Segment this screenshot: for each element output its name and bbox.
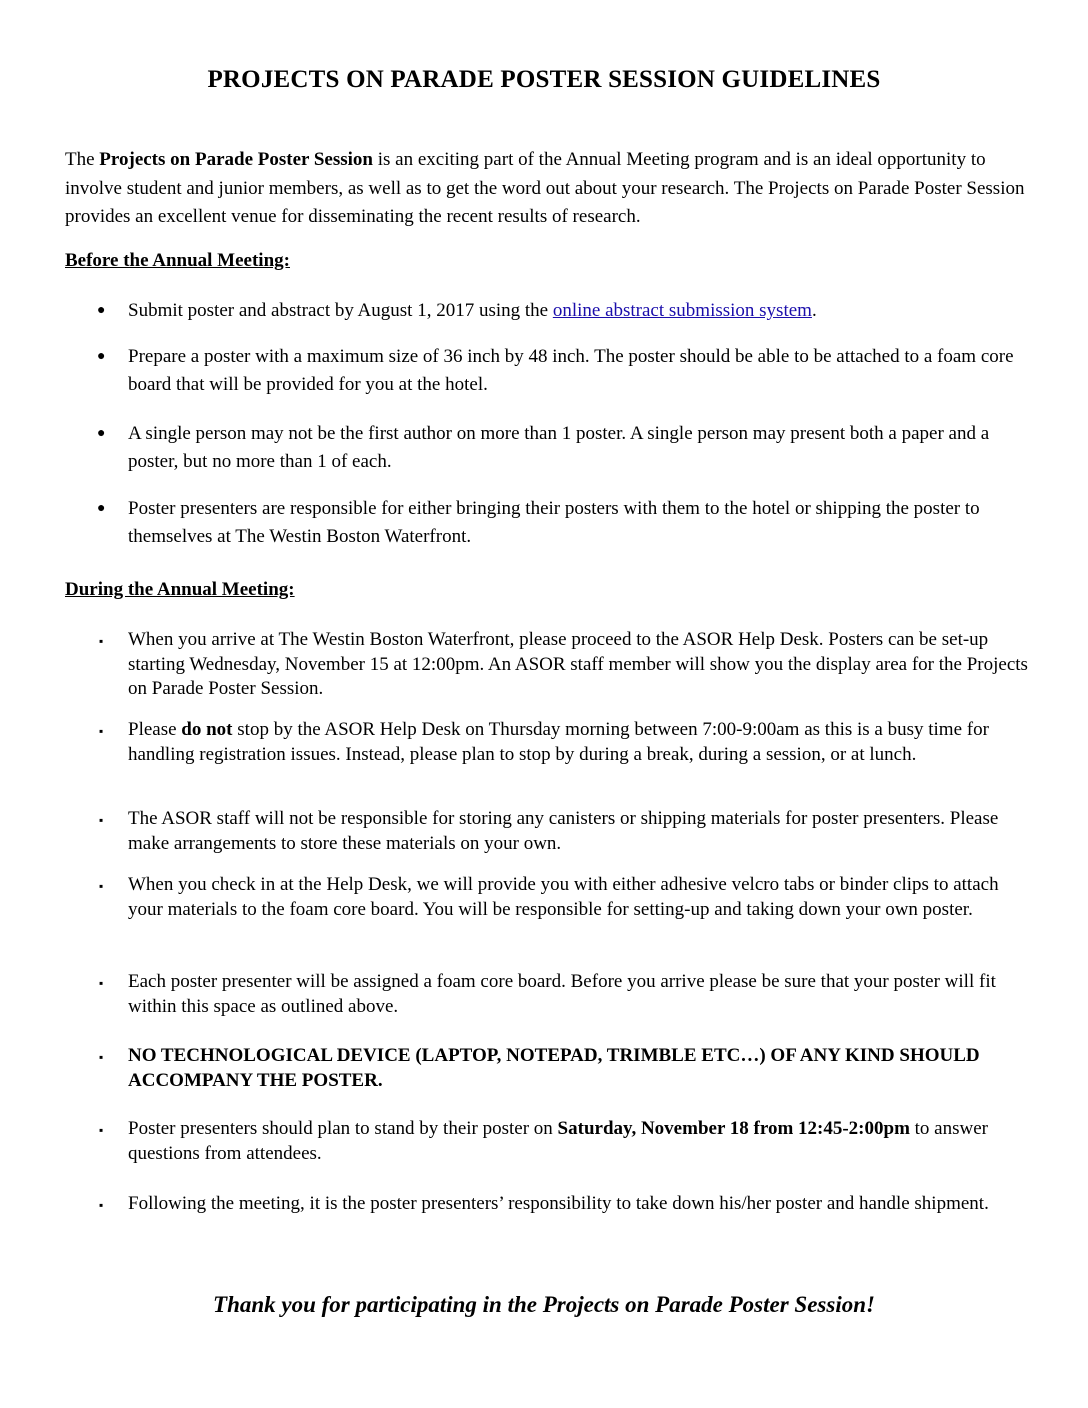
before-item-3-text: A single person may not be the first author on more than 1 poster. A single person may present both a paper and a poster, but no more than 1 of each. [128,423,990,472]
square-bullet-marker: ▪ [99,1050,104,1064]
during-item-1-text: When you arrive at The Westin Boston Waterfront, please proceed to the ASOR Help Desk. Posters can be set-up starting Wednesday, November 15 at 12:00pm. An ASOR staff member will show you the display area for the Projects on Parade Poster Session. [128,629,1028,699]
during-item-5-text: Each poster presenter will be assigned a foam core board. Before you arrive please be sure that your poster will fit within this space as outlined above. [128,971,996,1017]
intro-text-rest: is an exciting part of the Annual Meeting program and is an ideal opportunity to involve student and junior members, as well as to get the word out about your research. The Projects on Parade Poster Session provides an excellent venue for disseminating the recent results of research. [65,149,1025,227]
before-item-submit [97,297,1033,325]
during-item-2-emphasis: do not [181,719,233,740]
intro-text-start: The [65,149,100,170]
during-item-no-devices [99,1044,1033,1093]
before-item-shipping [97,495,1033,551]
during-item-storage [99,807,1033,856]
before-item-1-text: Submit poster and abstract by August 1, 2017 using the [128,300,553,321]
during-item-foam-board [99,970,1033,1019]
bullet-marker: ● [97,501,106,516]
before-item-2-text: Prepare a poster with a maximum size of 36 inch by 48 inch. The poster should be able to be attached to a foam core board that will be provided for you at the hotel. [128,346,1014,395]
square-bullet-marker: ▪ [99,879,104,893]
during-item-help-desk-hours [99,718,1033,767]
bullet-marker: ● [97,426,106,441]
during-item-check-in [99,873,1033,922]
during-item-4-text: When you check in at the Help Desk, we will provide you with either adhesive velcro tabs or binder clips to attach your materials to the foam core board. You will be responsible for setting-up and taking down your own poster. [128,874,999,920]
before-item-1-end: . [811,300,817,321]
during-item-arrival [99,628,1033,702]
during-item-6-text: NO TECHNOLOGICAL DEVICE (LAPTOP, NOTEPAD, TRIMBLE ETC…) OF ANY KIND SHOULD ACCOMPANY THE POSTER. [128,1045,980,1091]
during-meeting-heading: During the Annual Meeting: [65,579,295,600]
abstract-submission-link[interactable]: online abstract submission system [552,300,812,321]
during-item-2-rest: stop by the ASOR Help Desk on Thursday morning between 7:00-9:00am as this is a busy time for handling registration issues. Instead, please plan to stop by during a break, during a session, or at lunch. [128,719,989,765]
closing-thank-you: Thank you for participating in the Projects on Parade Poster Session! [213,1292,875,1317]
page-title: PROJECTS ON PARADE POSTER SESSION GUIDELINES [207,66,881,93]
intro-paragraph [65,146,1035,232]
during-item-3-text: The ASOR staff will not be responsible for storing any canisters or shipping materials for poster presenters. Please make arrangements to store these materials on your own. [128,808,999,854]
square-bullet-marker: ▪ [99,1198,104,1212]
during-item-take-down [99,1192,1033,1217]
during-item-7-rest: to answer questions from attendees. [128,1118,988,1164]
before-item-4-text: Poster presenters are responsible for either bringing their posters with them to the hotel or shipping the poster to themselves at The Westin Boston Waterfront. [128,498,980,547]
before-item-poster-size [97,343,1033,399]
square-bullet-marker: ▪ [99,634,104,648]
square-bullet-marker: ▪ [99,976,104,990]
during-item-stand-by-poster [99,1117,1033,1166]
intro-session-name: Projects on Parade Poster Session [99,149,373,170]
square-bullet-marker: ▪ [99,1123,104,1137]
during-item-2-text: Please [128,719,182,740]
bullet-marker: ● [97,349,106,364]
square-bullet-marker: ▪ [99,724,104,738]
before-meeting-heading: Before the Annual Meeting: [65,250,290,271]
during-item-7-text: Poster presenters should plan to stand by their poster on [128,1118,558,1139]
square-bullet-marker: ▪ [99,813,104,827]
bullet-marker: ● [97,303,106,318]
before-item-first-author [97,420,1033,476]
during-item-7-date: Saturday, November 18 from 12:45-2:00pm [557,1118,910,1139]
during-item-8-text: Following the meeting, it is the poster presenters’ responsibility to take down his/her poster and handle shipment. [128,1193,989,1214]
